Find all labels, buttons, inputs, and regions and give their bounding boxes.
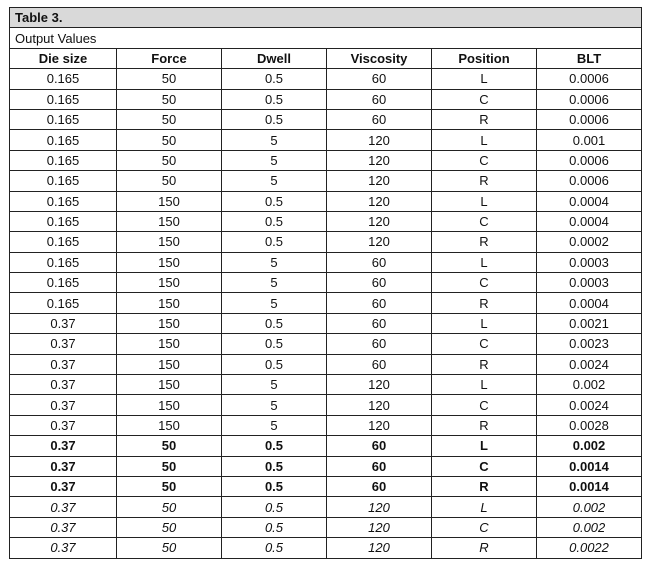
cell-die-size: 0.37 [10,334,117,354]
cell-viscosity: 120 [327,191,432,211]
cell-force: 150 [117,232,222,252]
cell-die-size: 0.37 [10,497,117,517]
cell-blt: 0.0014 [537,456,642,476]
table-row [10,375,642,395]
cell-die-size: 0.165 [10,273,117,293]
cell-viscosity: 120 [327,395,432,415]
table-row [10,89,642,109]
cell-position: R [432,232,537,252]
cell-blt: 0.0021 [537,313,642,333]
table-row [10,130,642,150]
cell-dwell: 0.5 [222,69,327,89]
cell-position: R [432,109,537,129]
cell-die-size: 0.165 [10,89,117,109]
cell-viscosity: 60 [327,109,432,129]
table-container [9,7,641,559]
cell-die-size: 0.37 [10,313,117,333]
cell-force: 50 [117,150,222,170]
cell-force: 150 [117,211,222,231]
cell-blt: 0.0006 [537,171,642,191]
cell-blt: 0.0003 [537,273,642,293]
cell-die-size: 0.165 [10,150,117,170]
cell-die-size: 0.165 [10,293,117,313]
column-header-viscosity: Viscosity [327,48,432,68]
cell-blt: 0.0024 [537,395,642,415]
cell-blt: 0.0023 [537,334,642,354]
cell-position: C [432,334,537,354]
cell-viscosity: 60 [327,293,432,313]
cell-dwell: 0.5 [222,476,327,496]
cell-viscosity: 120 [327,497,432,517]
cell-force: 150 [117,395,222,415]
cell-die-size: 0.165 [10,232,117,252]
cell-blt: 0.002 [537,497,642,517]
cell-die-size: 0.165 [10,69,117,89]
cell-position: L [432,313,537,333]
cell-viscosity: 120 [327,517,432,537]
table-subtitle-row [10,28,642,48]
cell-force: 50 [117,109,222,129]
table-row [10,109,642,129]
cell-viscosity: 60 [327,436,432,456]
table-row [10,150,642,170]
cell-dwell: 0.5 [222,538,327,558]
cell-force: 50 [117,476,222,496]
cell-force: 50 [117,171,222,191]
cell-blt: 0.0006 [537,109,642,129]
cell-die-size: 0.37 [10,517,117,537]
cell-dwell: 5 [222,395,327,415]
cell-dwell: 5 [222,273,327,293]
table-row [10,497,642,517]
column-header-row [10,48,642,68]
cell-force: 150 [117,354,222,374]
cell-dwell: 0.5 [222,334,327,354]
cell-dwell: 5 [222,293,327,313]
cell-position: L [432,191,537,211]
cell-viscosity: 120 [327,171,432,191]
cell-blt: 0.0006 [537,69,642,89]
cell-blt: 0.0006 [537,150,642,170]
cell-position: C [432,456,537,476]
cell-position: L [432,130,537,150]
cell-dwell: 0.5 [222,456,327,476]
cell-force: 50 [117,517,222,537]
table-row [10,334,642,354]
table-row [10,395,642,415]
cell-force: 150 [117,252,222,272]
cell-viscosity: 120 [327,538,432,558]
table-title: Table 3. [10,8,642,28]
table-row [10,171,642,191]
cell-viscosity: 60 [327,313,432,333]
cell-dwell: 0.5 [222,497,327,517]
cell-viscosity: 120 [327,232,432,252]
cell-position: R [432,476,537,496]
cell-dwell: 0.5 [222,354,327,374]
cell-die-size: 0.165 [10,171,117,191]
cell-dwell: 0.5 [222,517,327,537]
cell-blt: 0.0004 [537,293,642,313]
cell-die-size: 0.165 [10,130,117,150]
cell-viscosity: 60 [327,456,432,476]
cell-dwell: 5 [222,252,327,272]
cell-viscosity: 60 [327,273,432,293]
cell-force: 50 [117,538,222,558]
cell-position: L [432,252,537,272]
cell-die-size: 0.165 [10,109,117,129]
cell-position: L [432,497,537,517]
table-row [10,273,642,293]
cell-force: 50 [117,89,222,109]
cell-force: 150 [117,375,222,395]
cell-blt: 0.0004 [537,211,642,231]
cell-force: 150 [117,293,222,313]
cell-dwell: 0.5 [222,313,327,333]
cell-position: C [432,150,537,170]
cell-viscosity: 60 [327,89,432,109]
cell-blt: 0.0002 [537,232,642,252]
cell-position: R [432,415,537,435]
cell-dwell: 0.5 [222,109,327,129]
cell-dwell: 0.5 [222,191,327,211]
cell-die-size: 0.37 [10,375,117,395]
cell-viscosity: 60 [327,354,432,374]
cell-die-size: 0.165 [10,191,117,211]
table-row [10,415,642,435]
cell-position: R [432,293,537,313]
cell-force: 150 [117,313,222,333]
cell-dwell: 5 [222,150,327,170]
cell-position: C [432,517,537,537]
cell-position: C [432,273,537,293]
cell-force: 150 [117,415,222,435]
column-header-position: Position [432,48,537,68]
cell-dwell: 0.5 [222,211,327,231]
cell-blt: 0.0028 [537,415,642,435]
cell-blt: 0.002 [537,436,642,456]
table-row [10,436,642,456]
cell-die-size: 0.165 [10,252,117,272]
cell-die-size: 0.37 [10,476,117,496]
cell-viscosity: 120 [327,415,432,435]
cell-viscosity: 120 [327,150,432,170]
cell-dwell: 5 [222,415,327,435]
table-row [10,211,642,231]
table-row [10,476,642,496]
cell-dwell: 0.5 [222,436,327,456]
cell-blt: 0.0022 [537,538,642,558]
output-values-table [9,7,642,559]
table-row [10,538,642,558]
cell-blt: 0.001 [537,130,642,150]
cell-die-size: 0.37 [10,538,117,558]
cell-blt: 0.0024 [537,354,642,374]
cell-force: 50 [117,130,222,150]
cell-viscosity: 60 [327,476,432,496]
cell-die-size: 0.37 [10,415,117,435]
column-header-blt: BLT [537,48,642,68]
cell-viscosity: 60 [327,334,432,354]
cell-position: L [432,436,537,456]
table-row [10,293,642,313]
cell-position: C [432,395,537,415]
cell-blt: 0.0014 [537,476,642,496]
table-title-row [10,8,642,28]
cell-die-size: 0.37 [10,436,117,456]
cell-position: C [432,211,537,231]
cell-die-size: 0.37 [10,354,117,374]
cell-force: 50 [117,436,222,456]
cell-force: 50 [117,69,222,89]
table-row [10,69,642,89]
cell-blt: 0.002 [537,517,642,537]
table-row [10,354,642,374]
table-subtitle: Output Values [10,28,642,48]
table-body [10,69,642,558]
cell-force: 50 [117,497,222,517]
cell-viscosity: 120 [327,375,432,395]
cell-die-size: 0.165 [10,211,117,231]
cell-viscosity: 120 [327,130,432,150]
cell-dwell: 5 [222,375,327,395]
cell-force: 150 [117,273,222,293]
cell-position: R [432,538,537,558]
cell-dwell: 5 [222,171,327,191]
column-header-die-size: Die size [10,48,117,68]
cell-position: R [432,171,537,191]
cell-blt: 0.0003 [537,252,642,272]
cell-blt: 0.0006 [537,89,642,109]
cell-force: 150 [117,334,222,354]
table-row [10,191,642,211]
cell-die-size: 0.37 [10,456,117,476]
cell-blt: 0.0004 [537,191,642,211]
cell-die-size: 0.37 [10,395,117,415]
table-row [10,232,642,252]
table-row [10,252,642,272]
cell-dwell: 0.5 [222,89,327,109]
cell-position: R [432,354,537,374]
cell-force: 150 [117,191,222,211]
cell-position: L [432,375,537,395]
table-row [10,517,642,537]
cell-dwell: 5 [222,130,327,150]
cell-viscosity: 120 [327,211,432,231]
column-header-dwell: Dwell [222,48,327,68]
cell-position: L [432,69,537,89]
cell-dwell: 0.5 [222,232,327,252]
cell-viscosity: 60 [327,252,432,272]
cell-position: C [432,89,537,109]
table-row [10,456,642,476]
cell-force: 50 [117,456,222,476]
table-row [10,313,642,333]
cell-viscosity: 60 [327,69,432,89]
column-header-force: Force [117,48,222,68]
cell-blt: 0.002 [537,375,642,395]
